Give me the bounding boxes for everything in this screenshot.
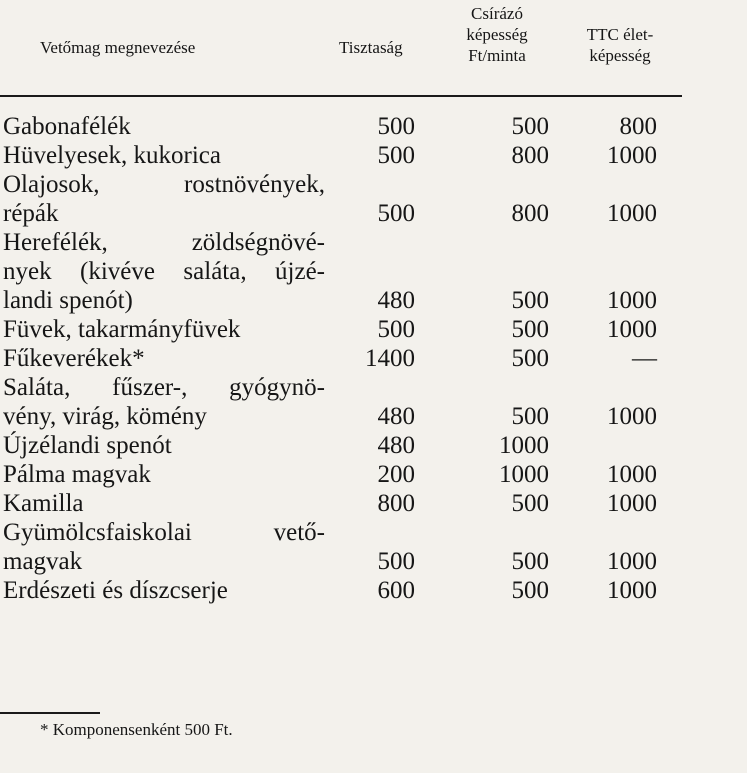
ttc-cell: 1000 (607, 287, 657, 314)
ttc-cell: 1000 (607, 316, 657, 343)
seed-name-line: Erdészeti és díszcserje (3, 577, 228, 604)
seed-name-line: landi spenót) (3, 287, 133, 314)
table-row (0, 141, 747, 170)
germination-cell: 1000 (499, 432, 549, 459)
seed-name-cell (3, 141, 325, 170)
header-germination-line-2: képesség (466, 25, 528, 44)
germination-cell: 500 (511, 577, 549, 604)
seed-name-line: vény, virág, kömény (3, 403, 207, 430)
germination-cell: 500 (511, 490, 549, 517)
purity-cell: 800 (377, 490, 415, 517)
seed-name-line: Kamilla (3, 490, 84, 517)
seed-name-cell (3, 489, 325, 518)
purity-cell: 500 (377, 113, 415, 140)
seed-name-line: Saláta, fűszer-, gyógynö- (3, 374, 325, 401)
seed-name-cell (3, 170, 325, 228)
header-ttc-line-1: TTC élet- (586, 25, 654, 44)
table-row (0, 518, 747, 576)
seed-name-cell (3, 344, 325, 373)
table-row (0, 170, 747, 228)
purity-cell: 500 (377, 200, 415, 227)
seed-name-line: Gyümölcsfaiskolai vető- (3, 519, 325, 546)
seed-name-cell (3, 518, 325, 576)
germination-cell: 500 (511, 345, 549, 372)
table-row (0, 460, 747, 489)
germination-cell: 500 (511, 287, 549, 314)
ttc-cell: 800 (619, 113, 657, 140)
purity-cell: 500 (377, 142, 415, 169)
ttc-cell: — (632, 345, 657, 372)
table-row (0, 373, 747, 431)
purity-cell: 480 (377, 287, 415, 314)
header-seed-name: Vetőmag megnevezése (40, 38, 196, 57)
seed-name-line: Füvek, takarmányfüvek (3, 316, 241, 343)
seed-name-line: Gabonafélék (3, 113, 131, 140)
ttc-cell: 1000 (607, 200, 657, 227)
purity-cell: 480 (377, 432, 415, 459)
table-row (0, 228, 747, 315)
ttc-cell: 1000 (607, 577, 657, 604)
footnote-divider (0, 712, 100, 714)
seed-name-cell (3, 431, 325, 460)
table-row (0, 344, 747, 373)
seed-name-cell (3, 228, 325, 315)
purity-cell: 200 (377, 461, 415, 488)
footnote: * Komponensenként 500 Ft. (40, 720, 233, 739)
seed-name-line: Fűkeverékek* (3, 345, 145, 372)
purity-cell: 480 (377, 403, 415, 430)
seed-name-line: magvak (3, 548, 83, 575)
ttc-cell: 1000 (607, 461, 657, 488)
header-germination-line-1: Csírázó (471, 4, 523, 23)
purity-cell: 500 (377, 316, 415, 343)
table-row (0, 576, 747, 605)
purity-cell: 500 (377, 548, 415, 575)
seed-name-line: nyek (kivéve saláta, újzé- (3, 258, 325, 285)
germination-cell: 500 (511, 403, 549, 430)
ttc-cell: 1000 (607, 490, 657, 517)
seed-name-line: Pálma magvak (3, 461, 151, 488)
table-row (0, 489, 747, 518)
germination-cell: 1000 (499, 461, 549, 488)
seed-name-line: répák (3, 200, 59, 227)
germination-cell: 500 (511, 316, 549, 343)
germination-cell: 800 (511, 142, 549, 169)
seed-name-line: Hüvelyesek, kukorica (3, 142, 221, 169)
ttc-cell: 1000 (607, 548, 657, 575)
germination-cell: 500 (511, 113, 549, 140)
header-germination-line-3: Ft/minta (468, 46, 526, 65)
seed-name-cell (3, 373, 325, 431)
header-ttc-line-2: képesség (589, 46, 651, 65)
seed-name-line: Olajosok, rostnövények, (3, 171, 325, 198)
header-purity: Tisztaság (339, 38, 403, 57)
table-row (0, 112, 747, 141)
germination-cell: 800 (511, 200, 549, 227)
seed-name-line: Herefélék, zöldségnövé- (3, 229, 325, 256)
purity-cell: 1400 (365, 345, 415, 372)
header-ttc (568, 24, 672, 66)
seed-name-line: Újzélandi spenót (3, 432, 172, 459)
table-row (0, 315, 747, 344)
seed-name-cell (3, 576, 325, 605)
germination-cell: 500 (511, 548, 549, 575)
ttc-cell: 1000 (607, 142, 657, 169)
purity-cell: 600 (377, 577, 415, 604)
table-row (0, 431, 747, 460)
seed-name-cell (3, 112, 325, 141)
header-divider (0, 95, 682, 97)
header-germination (452, 3, 542, 66)
ttc-cell: 1000 (607, 403, 657, 430)
seed-name-cell (3, 315, 325, 344)
seed-name-cell (3, 460, 325, 489)
